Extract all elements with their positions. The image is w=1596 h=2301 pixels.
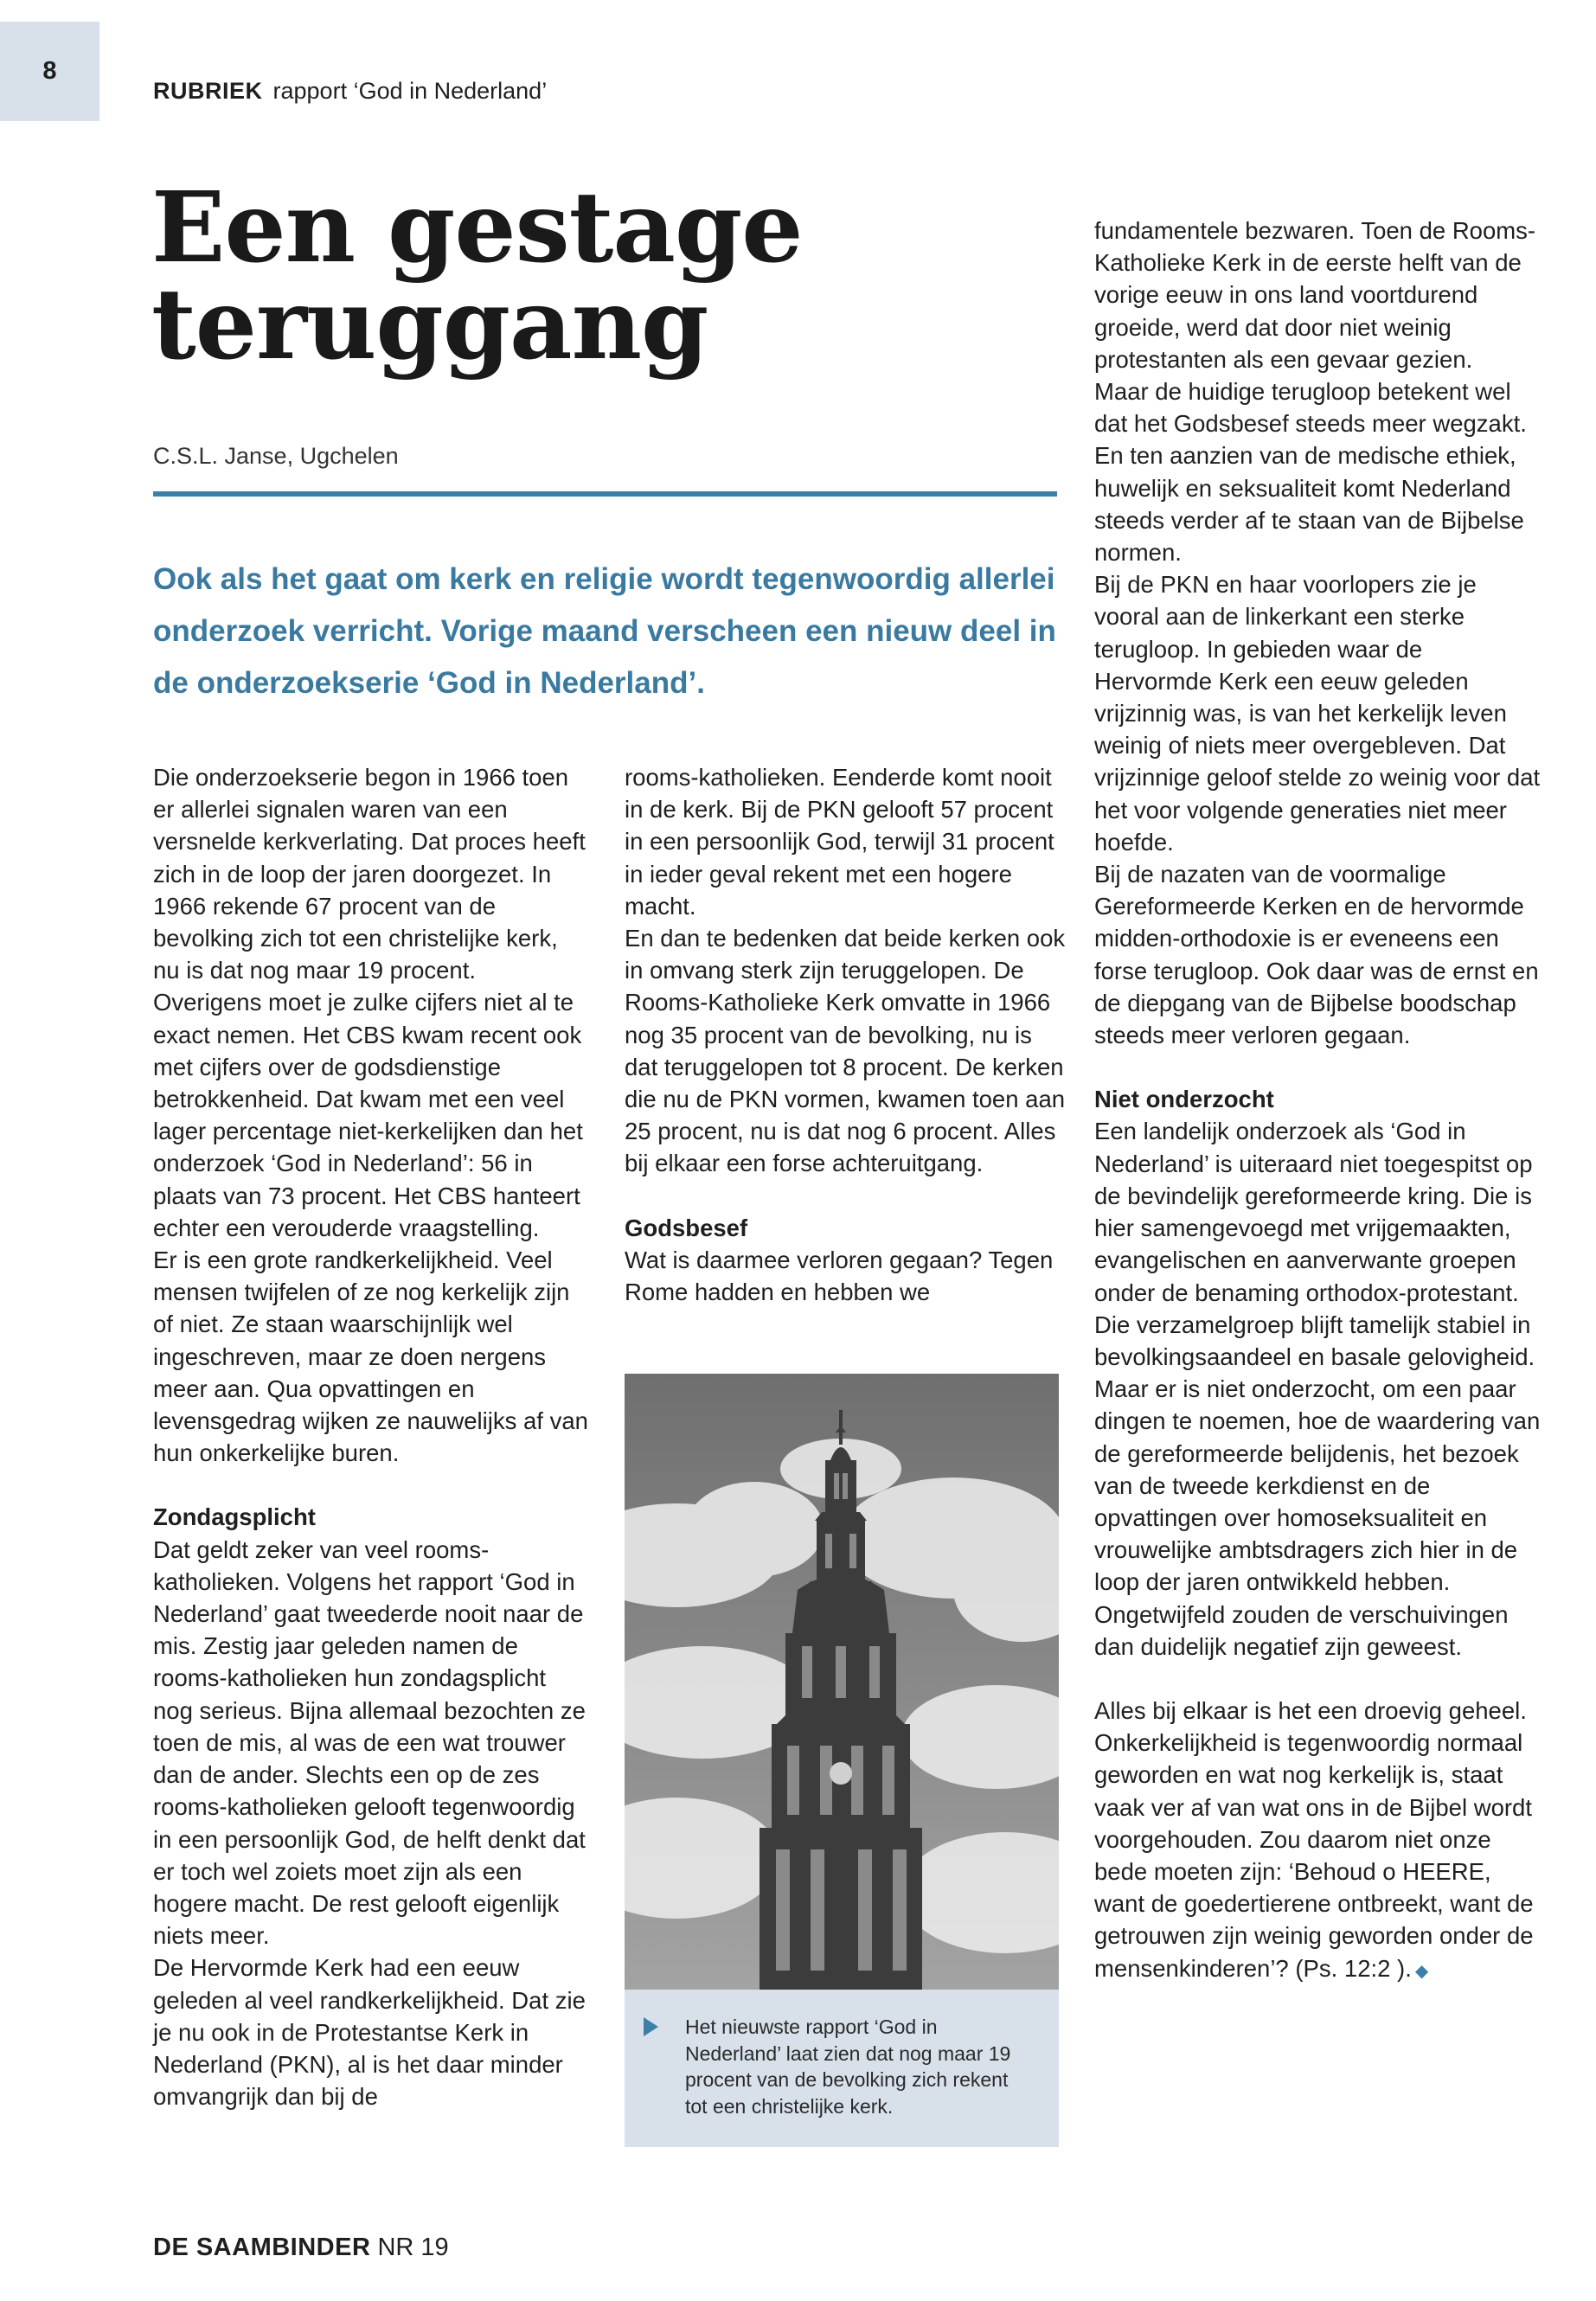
paragraph: Wat is daarmee verloren gegaan? Tegen Rome hadden en hebben we xyxy=(625,1246,1054,1306)
running-head xyxy=(153,78,547,105)
article-title xyxy=(151,171,1060,381)
title-line-2: teruggang xyxy=(151,268,708,381)
paragraph: Bij de nazaten van de voormalige Gereformeerde Kerken en de hervormde midden-orthodoxie is er eveneens een forse terugloop. Ook daar was de ernst en de diepgang van de Bijbelse boodschap steeds meer verloren gegaan. xyxy=(1094,861,1539,1049)
church-tower-photo xyxy=(625,1374,1059,1990)
clock-face xyxy=(830,1762,852,1785)
page-footer xyxy=(153,2234,449,2262)
caption-text: Het nieuwste rapport ‘God in Nederland’ laat zien dat nog maar 19 procent van de bevolking zich rekent tot een christelijke kerk. xyxy=(685,2016,1011,2118)
title-divider xyxy=(153,491,1057,497)
paragraph: Er is een grote randkerkelijkheid. Veel mensen twijfelen of ze nog kerkelijk zijn of niet. Ze staan waarschijnlijk wel ingeschreven, maar ze doen nergens meer aan. Qua opvattingen en levensgedrag wijken ze nauwelijks af van hun onkerkelijke buren. xyxy=(153,1247,588,1467)
issue-number: NR 19 xyxy=(377,2234,449,2261)
section-label: rapport ‘God in Nederland’ xyxy=(272,78,548,104)
subheading-godsbesef: Godsbesef xyxy=(625,1214,748,1241)
paragraph: En dan te bedenken dat beide kerken ook in omvang sterk zijn teruggelopen. De Rooms-Katholieke Kerk omvatte in 1966 nog 35 procent van de bevolking, nu is dat teruggelopen tot 8 procent. De kerken die nu de PKN vormen, kwamen toen aan 25 procent, nu is dat nog 6 procent. Alles bij elkaar een forse achteruitgang. xyxy=(625,925,1066,1177)
paragraph: Dat geldt zeker van veel rooms-katholieken. Volgens het rapport ‘God in Nederland’ gaat tweederde nooit naar de mis. Zestig jaar geleden namen de rooms-katholieken hun zondagsplicht nog serieus. Bijna allemaal bezochten ze toen de mis, al was de een wat trouwer dan de ander. Slechts een op de zes rooms-katholieken gelooft tegenwoordig in een persoonlijk God, de helft denkt dat er toch wel zoiets moet zijn als een hogere macht. De rest gelooft eigenlijk niets meer. xyxy=(153,1535,586,1950)
paragraph: Bij de PKN en haar voorlopers zie je vooral aan de linkerkant een sterke terugloop. In gebieden waar de Hervormde Kerk een eeuw geleden vrijzinnig was, is van het kerkelijk leven weinig of niets meer overgebleven. Dat vrijzinnige geloof stelde zo weinig voor dat het voor volgende generaties niet meer hoefde. xyxy=(1094,571,1541,856)
paragraph: De Hervormde Kerk had een eeuw geleden al veel randkerkelijkheid. Dat zie je nu ook in de Protestantse Kerk in Nederland (PKN), al is het daar minder omvangrijk dan bij de xyxy=(153,1954,586,2111)
column-2 xyxy=(625,761,1066,1308)
title-line-1: Een gestage xyxy=(151,171,803,285)
magazine-name: DE SAAMBINDER xyxy=(153,2234,371,2261)
column-1 xyxy=(153,761,590,2112)
paragraph: Een landelijk onderzoek als ‘God in Nederland’ is uiteraard niet toegespitst op de bevindelijk gereformeerde kring. Die is hier samengevoegd met vrijgemaakten, evangelischen en aanverwante groepen onder de benaming orthodox-protestant. Die verzamelgroep blijft tamelijk stabiel in bevolkingsaandeel en basale gelovigheid. Maar er is niet onderzocht, om een paar dingen te noemen, hoe de waardering van de gereformeerde belijdenis, het bezoek van de tweede kerkdienst en de opvattingen over homoseksualiteit en vrouwelijke ambtsdragers zich hier in de loop der jaren ontwikkeld hebben. Ongetwijfeld zouden de verschuivingen dan duidelijk negatief zijn geweest. xyxy=(1094,1118,1541,1660)
end-mark-icon: ◆ xyxy=(1414,1961,1429,1981)
paragraph: Die onderzoekserie begon in 1966 toen er allerlei signalen waren van een versnelde kerkverlating. Dat proces heeft zich in de loop der jaren doorgezet. In 1966 rekende 67 procent van de bevolking zich tot een christelijke kerk, nu is dat nog maar 19 procent. Overigens moet je zulke cijfers niet al te exact nemen. Het CBS kwam recent ook met cijfers over de godsdienstige betrokkenheid. Dat kwam met een veel lager percentage niet-kerkelijken dan het onderzoek ‘God in Nederland’: 56 in plaats van 73 procent. Het CBS hanteert echter een verouderde vraagstelling. xyxy=(153,764,586,1241)
column-3 xyxy=(1094,215,1544,1988)
page-number-tab xyxy=(0,22,99,121)
page-number: 8 xyxy=(42,57,57,85)
paragraph: rooms-katholieken. Eenderde komt nooit in de kerk. Bij de PKN gelooft 57 procent in een persoonlijk God, terwijl 31 procent in ieder geval rekent met een hogere macht. xyxy=(625,764,1054,920)
author-byline: C.S.L. Janse, Ugchelen xyxy=(153,443,399,469)
photo-caption xyxy=(625,1990,1059,2147)
paragraph: Maar de huidige terugloop betekent wel dat het Godsbesef steeds meer wegzakt. En ten aanzien van de medische ethiek, huwelijk en seksualiteit komt Nederland steeds verder af te staan van de Bijbelse normen. xyxy=(1094,378,1527,567)
paragraph: fundamentele bezwaren. Toen de Rooms-Katholieke Kerk in de eerste helft van de vorige eeuw in ons land voortdurend groeide, werd dat door niet weinig protestanten als een gevaar gezien. xyxy=(1094,217,1536,373)
closing-text: Alles bij elkaar is het een droevig geheel. Onkerkelijkheid is tegenwoordig normaal geworden en wat nog kerkelijk is, staat vaak ver af van wat ons in de Bijbel wordt voorgehouden. Zou daarom niet onze bede moeten zijn: ‘Behoud o HEERE, want de goedertierene ontbreekt, want de getrouwen zijn weinig geworden onder de mensenkinderen’? (Ps. 12:2 ). xyxy=(1094,1696,1534,1982)
rubriek-label: RUBRIEK xyxy=(153,78,263,104)
subheading-zondagsplicht: Zondagsplicht xyxy=(153,1503,316,1531)
subheading-niet-onderzocht: Niet onderzocht xyxy=(1094,1086,1274,1113)
lead-paragraph: Ook als het gaat om kerk en religie wordt tegenwoordig allerlei onderzoek verricht. Vorige maand verscheen een nieuw deel in de onderzoekserie ‘God in Nederland’. xyxy=(153,562,1056,700)
paragraph xyxy=(1094,1695,1544,1988)
caption-arrow-icon xyxy=(644,2017,658,2036)
